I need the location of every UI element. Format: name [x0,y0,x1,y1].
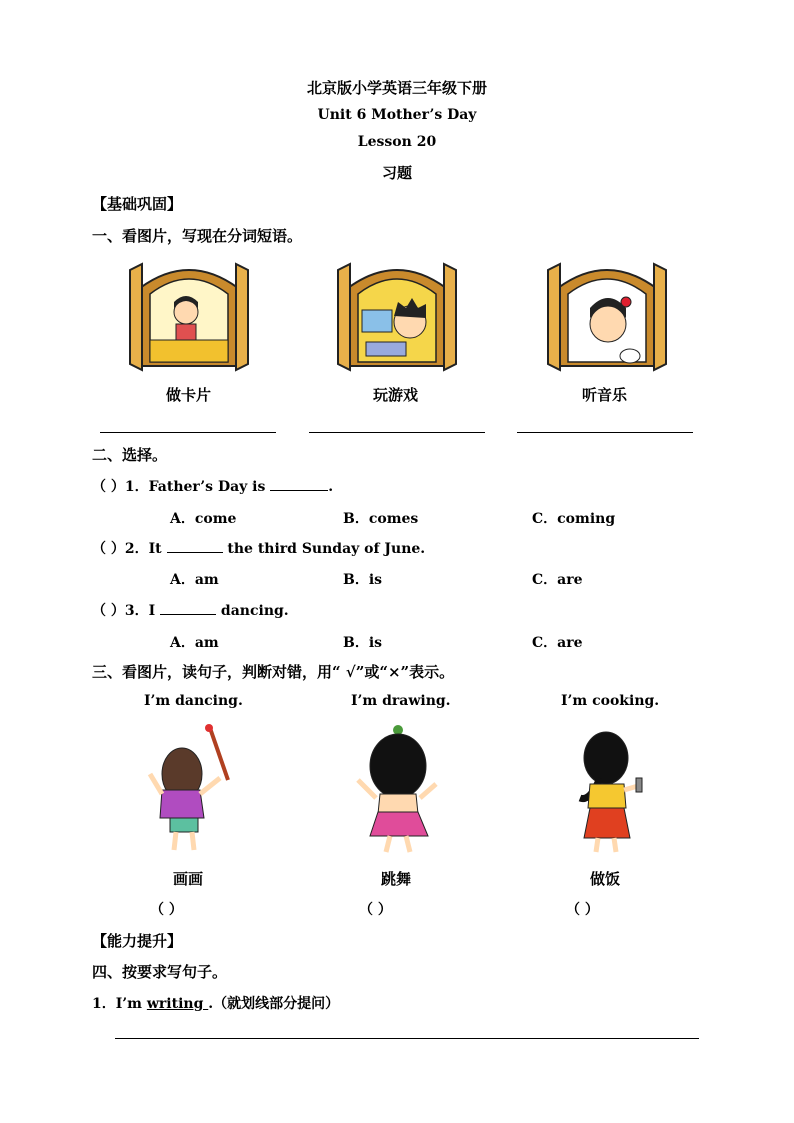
question-text: I [148,603,161,619]
q1-option-a[interactable]: A．come [170,511,237,527]
part3-label-1: 画画 [173,870,204,888]
fill-blank[interactable] [167,538,223,553]
window-girl-listening-music-icon [546,258,668,372]
q3-option-a[interactable]: A．am [170,635,219,651]
part4-question-1 [92,993,339,1013]
section-advanced: 【能力提升】 [92,932,183,950]
part1-label-2: 玩游戏 [373,386,419,404]
part3-label-2: 跳舞 [381,870,412,888]
lesson-title: Lesson 20 [357,134,437,150]
q3-option-c[interactable]: C．are [532,635,583,651]
q1-option-c[interactable]: C．coming [532,511,616,527]
part2-title: 二、选择。 [92,446,168,464]
answer-line-1[interactable] [100,432,276,433]
answer-line-2[interactable] [309,432,485,433]
window-girl-making-card-icon [128,258,250,372]
answer-paren[interactable]: （ ） [92,479,125,495]
q2-option-a[interactable]: A．am [170,572,219,588]
book-title: 北京版小学英语三年级下册 [306,79,487,97]
part1-label-1: 做卡片 [166,386,212,404]
part3-answer-2[interactable]: （ ） [359,902,392,918]
girl-painting-back-view-icon [140,722,240,856]
part3-title: 三、看图片，读句子，判断对错，用“ √”或“×”表示。 [92,663,455,681]
question-text-end: the third Sunday of June. [222,541,426,557]
question-text-end: . [328,479,334,495]
question-text-end: dancing. [216,603,289,619]
part4-answer-line[interactable] [115,1038,699,1039]
question-number: 3． [124,603,149,619]
part3-sentence-1: I’m dancing. [144,693,243,709]
fill-blank[interactable] [270,476,328,491]
part3-sentence-2: I’m drawing. [351,693,451,709]
answer-paren[interactable]: （ ） [92,603,125,619]
girl-dancing-back-view-icon [350,722,450,856]
q2-option-b[interactable]: B．is [343,572,383,588]
window-boy-playing-game-icon [336,258,458,372]
question-1 [92,476,333,496]
question-number: 1． [124,479,149,495]
unit-title: Unit 6 Mother’s Day [317,107,477,123]
part4-title: 四、按要求写句子。 [92,963,228,981]
question-number: 2． [124,541,149,557]
part3-label-3: 做饭 [590,870,621,888]
question-text: I’m [115,996,147,1012]
answer-paren[interactable]: （ ） [92,541,125,557]
subtitle: 习题 [381,164,412,182]
question-instruction: .（就划线部分提问） [208,996,340,1012]
q3-option-b[interactable]: B．is [343,635,383,651]
part3-answer-1[interactable]: （ ） [150,902,183,918]
question-text: Father’s Day is [148,479,271,495]
q1-option-b[interactable]: B．comes [343,511,419,527]
fill-blank[interactable] [160,600,216,615]
answer-line-3[interactable] [517,432,693,433]
part1-label-3: 听音乐 [582,386,628,404]
question-2 [92,538,425,558]
girl-cooking-back-view-icon [560,722,660,856]
part3-answer-3[interactable]: （ ） [566,902,599,918]
underlined-word: writing [146,996,209,1012]
part3-sentence-3: I’m cooking. [561,693,660,709]
question-3 [92,600,289,620]
q2-option-c[interactable]: C．are [532,572,583,588]
question-text: It [148,541,167,557]
question-number: 1． [92,996,116,1012]
part1-title: 一、看图片，写现在分词短语。 [92,227,303,245]
section-basic: 【基础巩固】 [92,195,183,213]
